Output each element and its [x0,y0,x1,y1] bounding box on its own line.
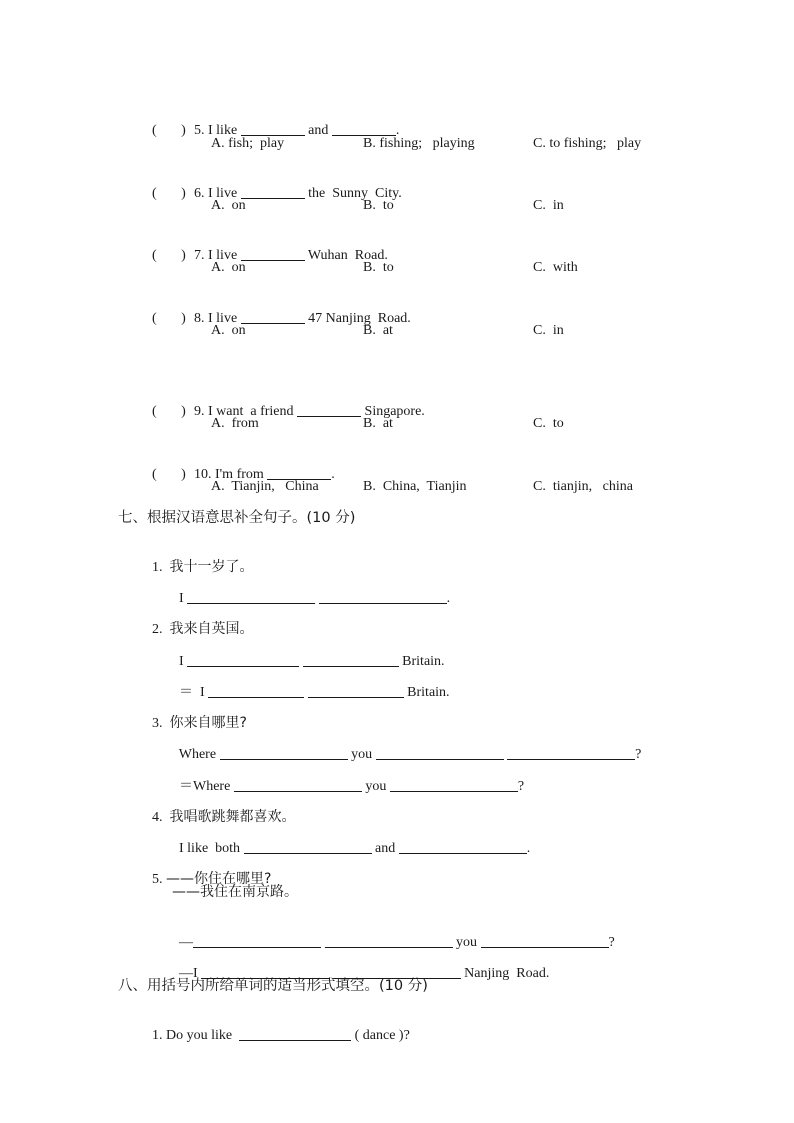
question-text: 5. I like [194,123,241,138]
option-c: C. to [533,416,564,431]
answer-text: ＝Where [179,779,231,794]
question-text: Singapore. [361,404,425,419]
answer-blank[interactable] [390,777,518,792]
question-text: . [331,467,335,482]
question-text: ( dance )? [354,1028,410,1043]
answer-text: you [365,779,387,794]
question-text: Wuhan Road. [304,248,388,263]
answer-blank[interactable] [241,184,305,199]
chinese-prompt: 我来自英国。 [169,621,254,637]
question-text: 9. I want a friend [194,404,298,419]
option-c: C. with [533,260,578,275]
answer-blank[interactable] [332,121,396,136]
answer-blank[interactable] [220,745,348,760]
answer-text: ? [635,747,642,762]
option-c: C. tianjin, china [533,479,633,494]
question-number: 2. [152,622,163,637]
chinese-prompt: 我唱歌跳舞都喜欢。 [169,809,296,825]
question-text: 7. I live [194,248,241,263]
answer-text: — [179,935,193,950]
section-8-heading: 八、用括号内所给单词的适当形式填空。(10 分) [118,978,428,994]
question-text: 8. I live [194,311,241,326]
question-text: 47 Nanjing Road. [304,311,411,326]
answer-paren: ( ) [152,123,186,138]
answer-text: Britain. [407,685,450,700]
question-text: and [304,123,332,138]
answer-text: —I [179,966,198,981]
question-text: 1. Do you like [152,1028,233,1043]
question-text: 6. I live [194,186,241,201]
question-7 [145,228,388,265]
answer-blank[interactable] [241,309,305,324]
answer-blank[interactable] [241,121,305,136]
chinese-prompt: 你来自哪里? [169,715,247,731]
answer-blank[interactable] [239,1026,351,1041]
question-number: 3. [152,716,163,731]
chinese-prompt: ——你住在哪里? [166,871,272,887]
answer-blank[interactable] [297,402,361,417]
answer-blank[interactable] [507,745,635,760]
answer-text: ? [608,935,615,950]
option-c: C. in [533,323,564,338]
s7-q5-prompt-2: ——我住在南京路。 [172,884,298,900]
option-b: B. at [363,323,393,338]
option-a: A. fish; play [211,136,285,151]
answer-paren: ( ) [152,404,186,419]
answer-blank[interactable] [241,246,305,261]
option-b: B. to [363,198,394,213]
option-b: B. fishing; playing [363,136,475,151]
answer-text: Nanjing Road. [464,966,550,981]
option-a: A. on [211,323,246,338]
answer-text: I like both [179,841,241,856]
answer-text: ＝ I [179,685,205,700]
s8-q1 [145,1008,410,1045]
answer-text: Britain. [402,654,445,669]
answer-text: I [179,654,184,669]
answer-paren: ( ) [152,248,186,263]
chinese-prompt: 我十一岁了。 [169,559,254,575]
option-a: A. from [211,416,259,431]
answer-text: Where [178,747,217,762]
question-number: 5. [152,872,163,887]
option-c: C. in [533,198,564,213]
option-c: C. to fishing; play [533,136,642,151]
answer-text: you [351,747,373,762]
answer-paren: ( ) [152,467,186,482]
answer-text: I [179,591,184,606]
answer-paren: ( ) [152,311,186,326]
option-a: A. on [211,260,246,275]
answer-blank[interactable] [319,589,447,604]
answer-text: . [446,591,451,606]
option-b: B. China, Tianjin [363,479,467,494]
answer-text: . [526,841,531,856]
option-a: A. on [211,198,246,213]
option-a: A. Tianjin, China [211,479,319,494]
answer-text: you [456,935,477,950]
answer-paren: ( ) [152,186,186,201]
option-b: B. to [363,260,394,275]
question-number: 4. [152,810,163,825]
answer-text: and [375,841,396,856]
question-number: 1. [152,560,163,575]
question-text: the Sunny City. [304,186,402,201]
option-b: B. at [363,416,393,431]
answer-blank[interactable] [308,683,404,698]
answer-text: ? [517,779,525,794]
section-7-heading: 七、根据汉语意思补全句子。(10 分) [118,510,356,526]
question-text: . [395,123,400,138]
question-text: 10. I'm from [194,467,268,482]
answer-blank[interactable] [376,745,504,760]
answer-blank[interactable] [399,839,527,854]
